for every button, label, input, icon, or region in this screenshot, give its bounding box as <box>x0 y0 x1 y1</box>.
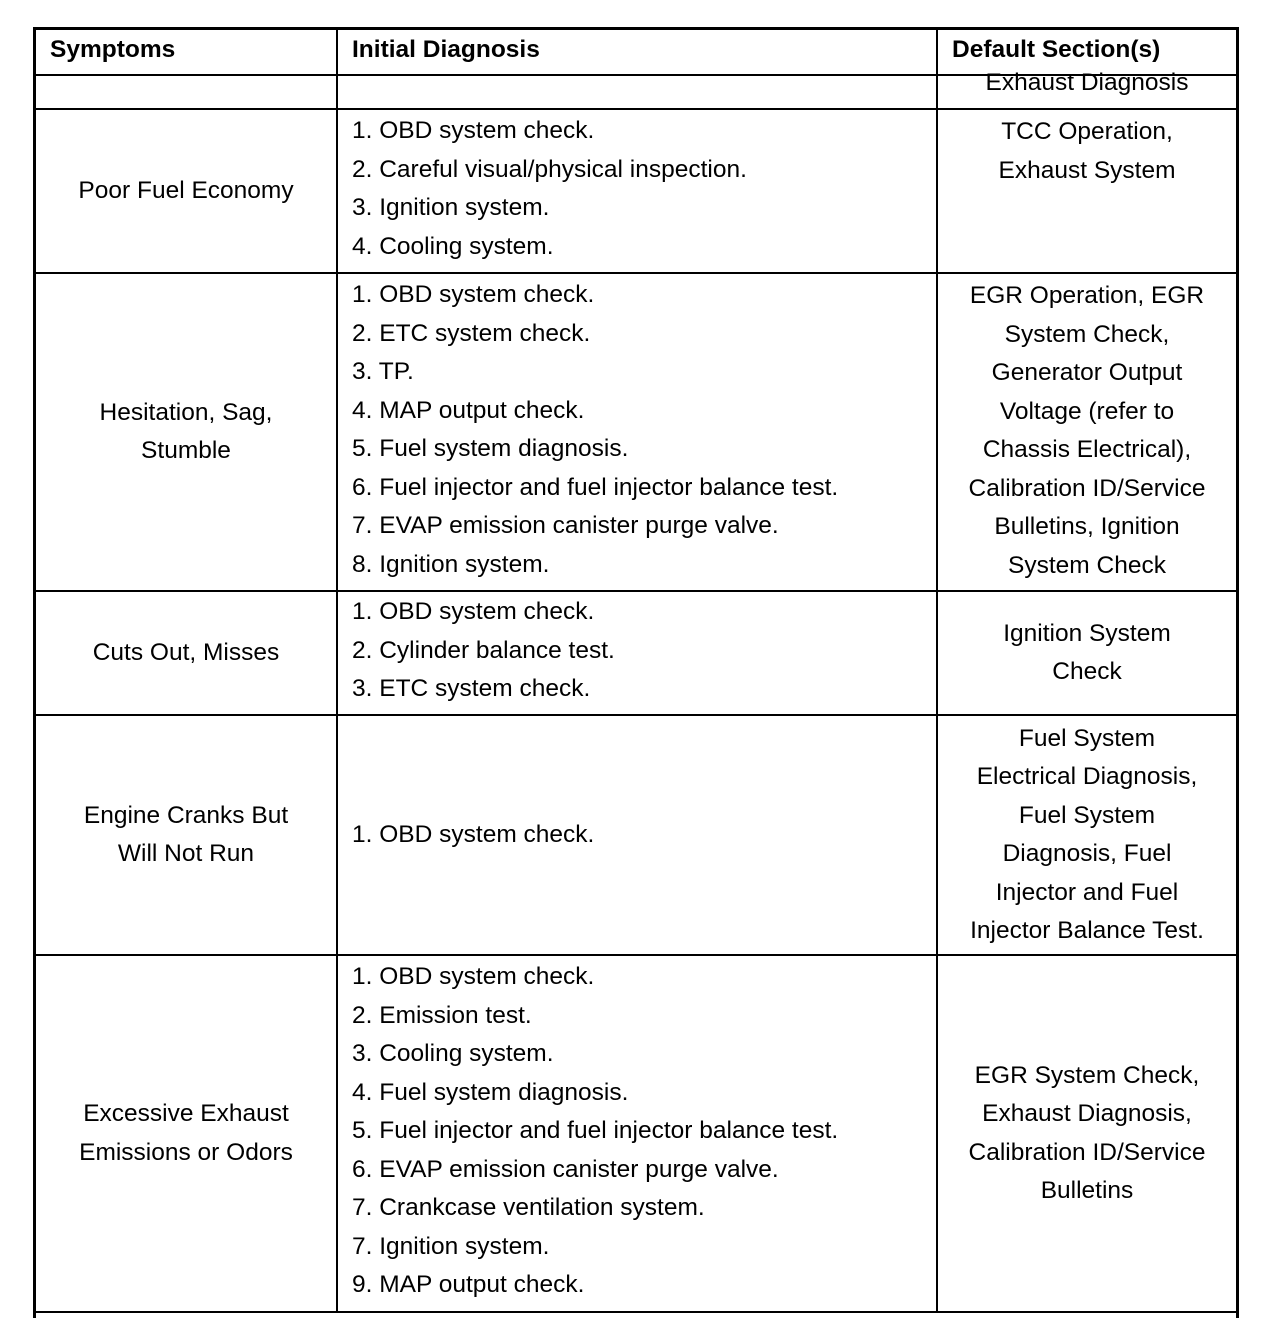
table-row <box>36 592 1236 716</box>
diagnosis-cell <box>338 274 938 590</box>
section-line: Fuel System <box>1018 801 1156 829</box>
section-line: EGR Operation, EGR <box>969 282 1205 309</box>
section-cell <box>938 592 1236 714</box>
diagnosis-step: 4. MAP output check. <box>352 396 585 424</box>
diagnosis-step: 1. OBD system check. <box>352 117 595 144</box>
section-line: Generator Output <box>991 359 1183 386</box>
diagnosis-step: 2. Emission test. <box>352 1001 532 1029</box>
section-line: Ignition System <box>1003 619 1171 647</box>
symptom-line: Emissions or Odors <box>79 1138 293 1166</box>
diagnosis-step: 3. ETC system check. <box>352 675 591 702</box>
diagnosis-step: 1. OBD system check. <box>352 963 595 990</box>
diagnosis-step: 3. TP. <box>352 358 414 385</box>
section-line: Calibration ID/Service <box>968 1138 1206 1166</box>
diagnosis-cell <box>338 110 938 272</box>
section-line: Chassis Electrical), <box>982 436 1192 463</box>
diagnosis-step: 1. OBD system check. <box>352 281 595 308</box>
diagnosis-cell <box>338 592 938 714</box>
diagnosis-step: 1. OBD system check. <box>352 598 595 625</box>
diagnosis-step: 3. Ignition system. <box>352 194 550 221</box>
diagnosis-step: 7. Ignition system. <box>352 1232 550 1260</box>
table-row <box>36 956 1236 1313</box>
section-line: Fuel System <box>1018 724 1156 752</box>
section-cell <box>938 716 1236 954</box>
diagnosis-step: 6. EVAP emission canister purge valve. <box>352 1155 779 1183</box>
diagnosis-step: 1. OBD system check. <box>352 820 595 848</box>
diagnosis-step: 3. Cooling system. <box>352 1040 554 1067</box>
diagnosis-step: 5. Fuel injector and fuel injector balance test. <box>352 1117 839 1144</box>
section-line: Injector Balance Test. <box>970 917 1204 944</box>
section-line: System Check, <box>1004 320 1170 348</box>
continuation-section-text: Exhaust Diagnosis <box>985 69 1189 96</box>
section-line: EGR System Check, <box>974 1061 1200 1089</box>
symptom-line: Hesitation, Sag, <box>99 398 273 426</box>
section-line: TCC Operation, <box>1001 118 1173 145</box>
diagnosis-table <box>33 27 1239 1318</box>
symptom-line: Excessive Exhaust <box>83 1100 289 1127</box>
table-row <box>36 716 1236 956</box>
diagnosis-step: 5. Fuel system diagnosis. <box>352 435 629 462</box>
section-cell <box>938 274 1236 590</box>
section-line: Calibration ID/Service <box>968 474 1206 502</box>
diagnosis-step: 2. Cylinder balance test. <box>352 636 615 664</box>
continuation-row <box>36 69 1236 110</box>
symptom-cell <box>36 956 338 1311</box>
table-row <box>36 274 1236 592</box>
section-line: System Check <box>1008 551 1166 579</box>
diagnosis-step: 7. EVAP emission canister purge valve. <box>352 512 779 539</box>
continuation-diagnosis-cell <box>338 76 938 108</box>
section-line: Electrical Diagnosis, <box>976 763 1198 790</box>
section-line: Exhaust Diagnosis, <box>982 1100 1192 1127</box>
header-default-sections: Default Section(s) <box>952 36 1161 63</box>
diagnosis-step: 2. ETC system check. <box>352 319 591 347</box>
diagnosis-step: 2. Careful visual/physical inspection. <box>352 155 747 183</box>
symptom-cell <box>36 110 338 272</box>
symptom-line: Will Not Run <box>117 840 255 867</box>
section-line: Diagnosis, Fuel <box>1002 840 1172 867</box>
header-symptoms: Symptoms <box>36 30 338 74</box>
diagnosis-cell <box>338 716 938 954</box>
symptom-line: Stumble <box>141 437 231 464</box>
symptom-cell <box>36 592 338 714</box>
section-line: Check <box>1052 658 1122 685</box>
section-cell <box>938 110 1236 272</box>
diagnosis-step: 8. Ignition system. <box>352 550 550 578</box>
diagnosis-step: 7. Crankcase ventilation system. <box>352 1194 705 1221</box>
section-line: Voltage (refer to <box>999 397 1175 425</box>
symptom-line: Cuts Out, Misses <box>92 638 280 666</box>
diagnosis-cell <box>338 956 938 1311</box>
table-row <box>36 110 1236 274</box>
diagnosis-step: 6. Fuel injector and fuel injector balance test. <box>352 473 839 501</box>
symptom-cell <box>36 274 338 590</box>
section-line: Bulletins, Ignition <box>994 513 1180 540</box>
section-line: Injector and Fuel <box>995 878 1179 906</box>
header-initial-diagnosis: Initial Diagnosis <box>338 30 938 74</box>
symptom-line: Engine Cranks But <box>83 801 289 829</box>
symptom-cell <box>36 716 338 954</box>
section-cell <box>938 956 1236 1311</box>
continuation-section-cell <box>938 69 1236 108</box>
continuation-symptom-cell <box>36 76 338 108</box>
diagnosis-step: 4. Cooling system. <box>352 232 554 260</box>
section-line: Exhaust System <box>998 156 1176 184</box>
diagnosis-step: 9. MAP output check. <box>352 1271 585 1298</box>
section-line: Bulletins <box>1040 1177 1134 1204</box>
symptom-line: Poor Fuel Economy <box>78 176 294 204</box>
diagnosis-step: 4. Fuel system diagnosis. <box>352 1078 629 1106</box>
